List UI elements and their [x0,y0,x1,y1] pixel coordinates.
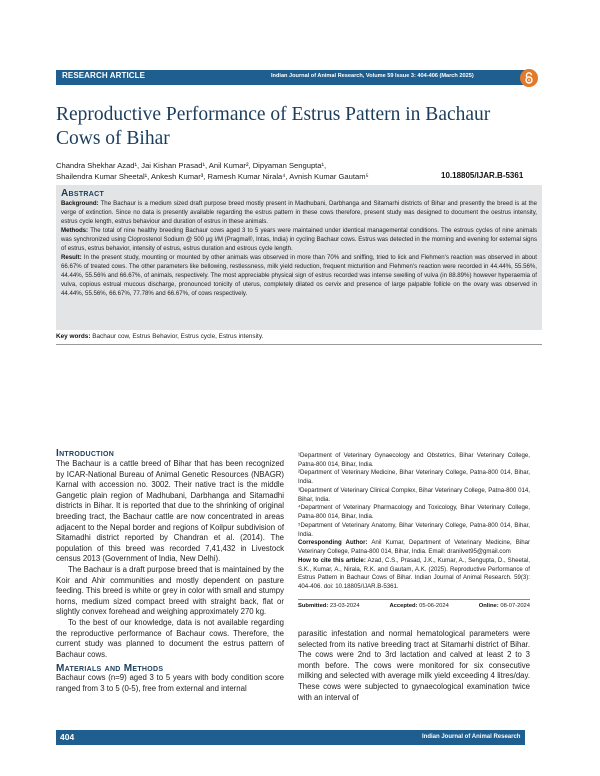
affiliations [298,452,530,592]
abstract-heading: Abstract [61,188,105,199]
keywords-divider [56,344,542,345]
abstract-background: Background: The Bachaur is a medium sized draft purpose breed mostly present in Madhubani, Darbhanga and Sitamarhi districts of Bihar and presently the breed is at the verge of extinction. Since no data is presently available regarding the estrus pattern in these cows therefore, present study was designed to document the oestrus intensity, estrus cycle length, estrus behaviour and duration of estrus in these animals. [61,200,537,225]
affiliation-item: ³Department of Veterinary Clinical Complex, Bihar Veterinary College, Patna-800 014, Bihar, India. [298,486,530,503]
corresponding-author: Corresponding Author: Anil Kumar, Department of Veterinary Medicine, Bihar Veterinary College, Patna-800 014, Bihar, India. Email: dranilvet95@gmail.com [298,539,531,556]
article-type-label: RESEARCH ARTICLE [62,71,146,80]
citation-info: How to cite this article: Azad, C.S., Prasad, J.K., Kumar, A., Sengupta, D., Sheetal, S.K., Kumar, A., Nirala, R.K. and Gautam, A.K. (2025). Reproductive Performance of Estrus Pattern in Bachaur Cows of Bihar. Indian Journal of Animal Research. 59(3): 404-406. doi: 10.18805/IJAR.B-5361. [298,556,530,590]
affiliation-item: ⁴Department of Veterinary Pharmacology and Toxicology, Bihar Veterinary College, Patna-800 014, Bihar, India. [298,504,530,521]
submitted-date: Submitted: 23-03-2024 [298,603,360,609]
author-line-2: Shailendra Kumar Sheetal¹, Ankesh Kumar³, Ramesh Kumar Nirala⁴, Avnish Kumar Gautam⁵ [56,172,369,181]
doi-link[interactable]: 10.18805/IJAR.B-5361 [441,171,524,180]
intro-paragraph: To the best of our knowledge, data is not available regarding the reproductive performance of Bachaur cows. Therefore, the current study was planned to document the estrus pattern of Bachaur cows. [56,617,284,659]
author-line-1: Chandra Shekhar Azad¹, Jai Kishan Prasad¹, Anil Kumar², Dipyaman Sengupta¹, [56,161,327,170]
page-number: 404 [60,732,75,742]
intro-paragraph: The Bachaur is a cattle breed of Bihar that has been recognized by ICAR-National Bureau of Animal Genetic Resources (NBAGR) Karnal with accession no. 3002. Their native tract is the middle Gangetic plain region of Madhubani, Darbhanga and Sitamadhi districts in Bihar. It is reported that due to the shrinking of original breeding tract, the Bachaur cattle are now concentrated in areas adjacent to the Nepal border and regions of Koilpur subdivision of Sitamadhi district reported by Chandran et al. (2014). The population of this breed was recorded 7,41,432 in Livestock census 2013 (Government of India, New Delhi). [56,459,284,564]
introduction-body [56,459,284,660]
open-access-icon [520,69,538,87]
materials-methods-body: Bachaur cows (n=9) aged 3 to 5 years with body condition score ranged from 3 to 5 (0-5), free from external and internal [56,673,284,693]
intro-paragraph: The Bachaur is a draft purpose breed that is maintained by the Koir and Ahir communities and mostly dependent on pasture feeding. This breed is white or grey in color with small and stumpy horns, medium sized compact breed with straight back, flat or slightly convex forehead and weighing approximately 270 kg. [56,564,284,617]
keywords: Key words: Bachaur cow, Estrus Behavior, Estrus cycle, Estrus intensity. [56,333,264,340]
journal-citation-line: Indian Journal of Animal Research, Volume 59 Issue 3: 404-406 (March 2025) [271,73,474,79]
publication-dates [298,603,530,609]
materials-methods-heading: Materials and Methods [56,663,164,674]
online-date: Online: 08-07-2024 [478,603,530,609]
introduction-heading: Introduction [56,448,115,459]
affiliation-item: ²Department of Veterinary Medicine, Bihar Veterinary College, Patna-800 014, Bihar, India. [298,469,530,486]
materials-methods-continued: parasitic infestation and normal hematological parameters were selected from its native breeding tract at Sitamarhi district of Bihar. The cows were 2nd to 3rd lactation and calved at least 2 to 3 month before. The cows were monitored for six consecutive milking and selected with average milk yield exceeding 4 litres/day. These cows were subjected to gynaecological examination twice with an interval of [298,629,530,702]
abstract-methods: Methods: The total of nine healthy breeding Bachaur cows aged 3 to 5 years were maintained under identical managemental conditions. The estrous cycles of nine animals was synchronized using Cloprostenol Sodium @ 500 µg I/M (Pragma®, Intas, India) in cycling Bachaur cows. Estrus was detected in the morning and evening for external signs of estrus, estrus behavior, intensity of estrus, estrus duration and estrous cycle length. [61,227,537,253]
footer-journal-name: Indian Journal of Animal Research [422,734,521,740]
affiliation-item: ¹Department of Veterinary Gynaecology and Obstetrics, Bihar Veterinary College, Patna-800 014, Bihar, India. [298,452,530,468]
article-title: Reproductive Performance of Estrus Pattern in Bachaur Cows of Bihar [56,104,491,149]
dates-divider [298,599,530,600]
abstract-result: Result: In the present study, mounting or mounted by other animals was observed in more than 70% and sniffing, tried to lick and Flehmen's reaction was observed in about 66.67% of treated cows. The other parameters like bellowing, restlessness, milk yield reduction, frequent micturition and Flehmen's reaction were recorded in 44.44%, 55.56%, 44.44%, 55.56% and 66.67%, of animals, respectively. The most appreciable physical sign of estrus recorded was intense swelling of vulva (in 88.89%) however hyperaemia of vulva, copious estrual mucous discharge, pronounced tonicity of uterus, completely dilated os cervix and presence of large palpable follicle on the ovary was observed in 44.44%, 55.56%, 66.67%, 77.78% and 66.67%, of cows respectively. [61,254,538,298]
accepted-date: Accepted: 05-06-2024 [389,603,449,609]
abstract-text [61,200,537,299]
affiliation-item: ⁵Department of Veterinary Anatomy, Bihar Veterinary College, Patna-800 014, Bihar, India. [298,521,530,538]
